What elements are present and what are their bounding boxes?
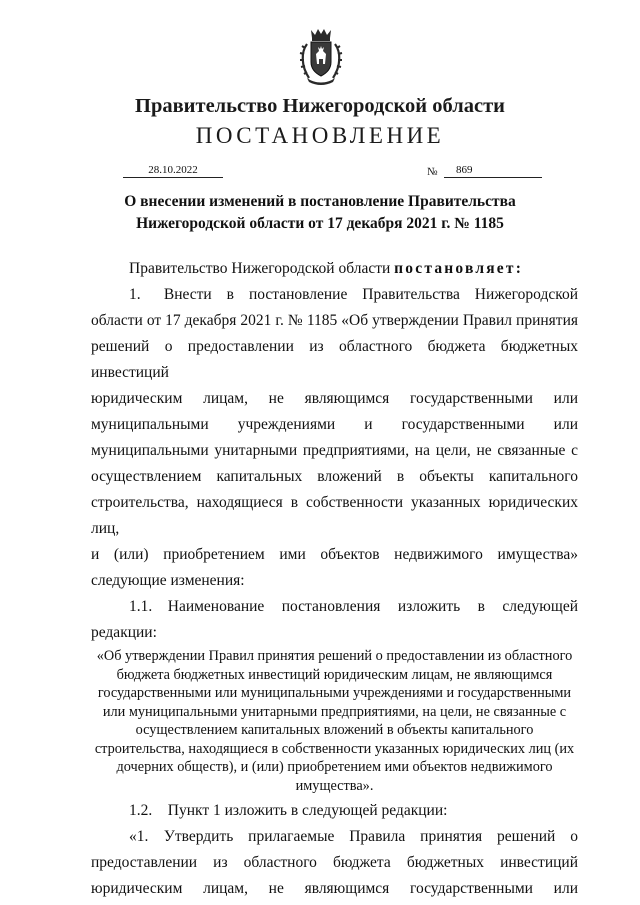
- text-line: предоставлении из областного бюджета бюджетных инвестиций: [91, 854, 578, 871]
- text-line: юридическим лицам, не являющимся государственными или: [91, 880, 578, 897]
- paragraph-1-1: [91, 594, 578, 646]
- document-type: ПОСТАНОВЛЕНИЕ: [195, 123, 445, 148]
- government-title: Правительство Нижегородской области: [135, 95, 505, 117]
- text-line: юридическим лицам, не являющимся государственными или: [91, 390, 578, 407]
- coat-of-arms-emblem: [297, 26, 345, 86]
- text-line: 1.1. Наименование постановления изложить в следующей: [129, 598, 578, 615]
- text-line: осуществлением капитальных вложений в объекты капитального: [91, 468, 578, 485]
- quoted-title: «Об утверждении Правил принятия решений о предоставлении из областного бюджета бюджетных инвестиций юридическим лицам, не являющимся государственными или муниципальными учреждениями и государственными или муниципальными унитарными предприятиями, на цели, не связанные с осуществлением капитальных вложений в объекты капитального строительства, находящиеся в собственности указанных юридических лиц (их дочерних обществ), и (или) приобретением ими объектов недвижимого имущества».: [94, 648, 575, 794]
- preamble: [91, 256, 578, 282]
- text-line: и (или) приобретением ими объектов недвижимого имущества»: [91, 546, 578, 563]
- text-line: редакции:: [91, 624, 157, 641]
- document-date: 28.10.2022: [123, 164, 223, 178]
- text-line: 1. Внести в постановление Правительства Нижегородской: [129, 286, 578, 303]
- document-number-label: №: [427, 166, 438, 178]
- document-subject: [100, 191, 540, 235]
- preamble-decree-word: постановляет:: [394, 260, 524, 277]
- preamble-text: Правительство Нижегородской области: [129, 260, 395, 277]
- paragraph-1-2-quote: [91, 824, 578, 902]
- text-line: строительства, находящиеся в собственности указанных юридических лиц,: [91, 494, 578, 537]
- text-line: «1. Утвердить прилагаемые Правила принятия решений о: [129, 828, 578, 845]
- subject-line: О внесении изменений в постановление Правительства: [124, 193, 516, 210]
- text-line: муниципальными учреждениями и государственными или: [91, 416, 578, 433]
- paragraph-1-2: 1.2. Пункт 1 изложить в следующей редакции:: [129, 802, 448, 819]
- text-line: решений о предоставлении из областного бюджета бюджетных инвестиций: [91, 338, 578, 381]
- paragraph-1: [91, 282, 578, 594]
- document-body: [91, 256, 578, 902]
- text-line: области от 17 декабря 2021 г. № 1185 «Об утверждении Правил принятия: [91, 312, 578, 329]
- document-number: 869: [444, 164, 542, 178]
- text-line: следующие изменения:: [91, 572, 245, 589]
- text-line: муниципальными унитарными предприятиями, на цели, не связанные с: [91, 442, 578, 459]
- subject-line: Нижегородской области от 17 декабря 2021 г. № 1185: [136, 215, 504, 232]
